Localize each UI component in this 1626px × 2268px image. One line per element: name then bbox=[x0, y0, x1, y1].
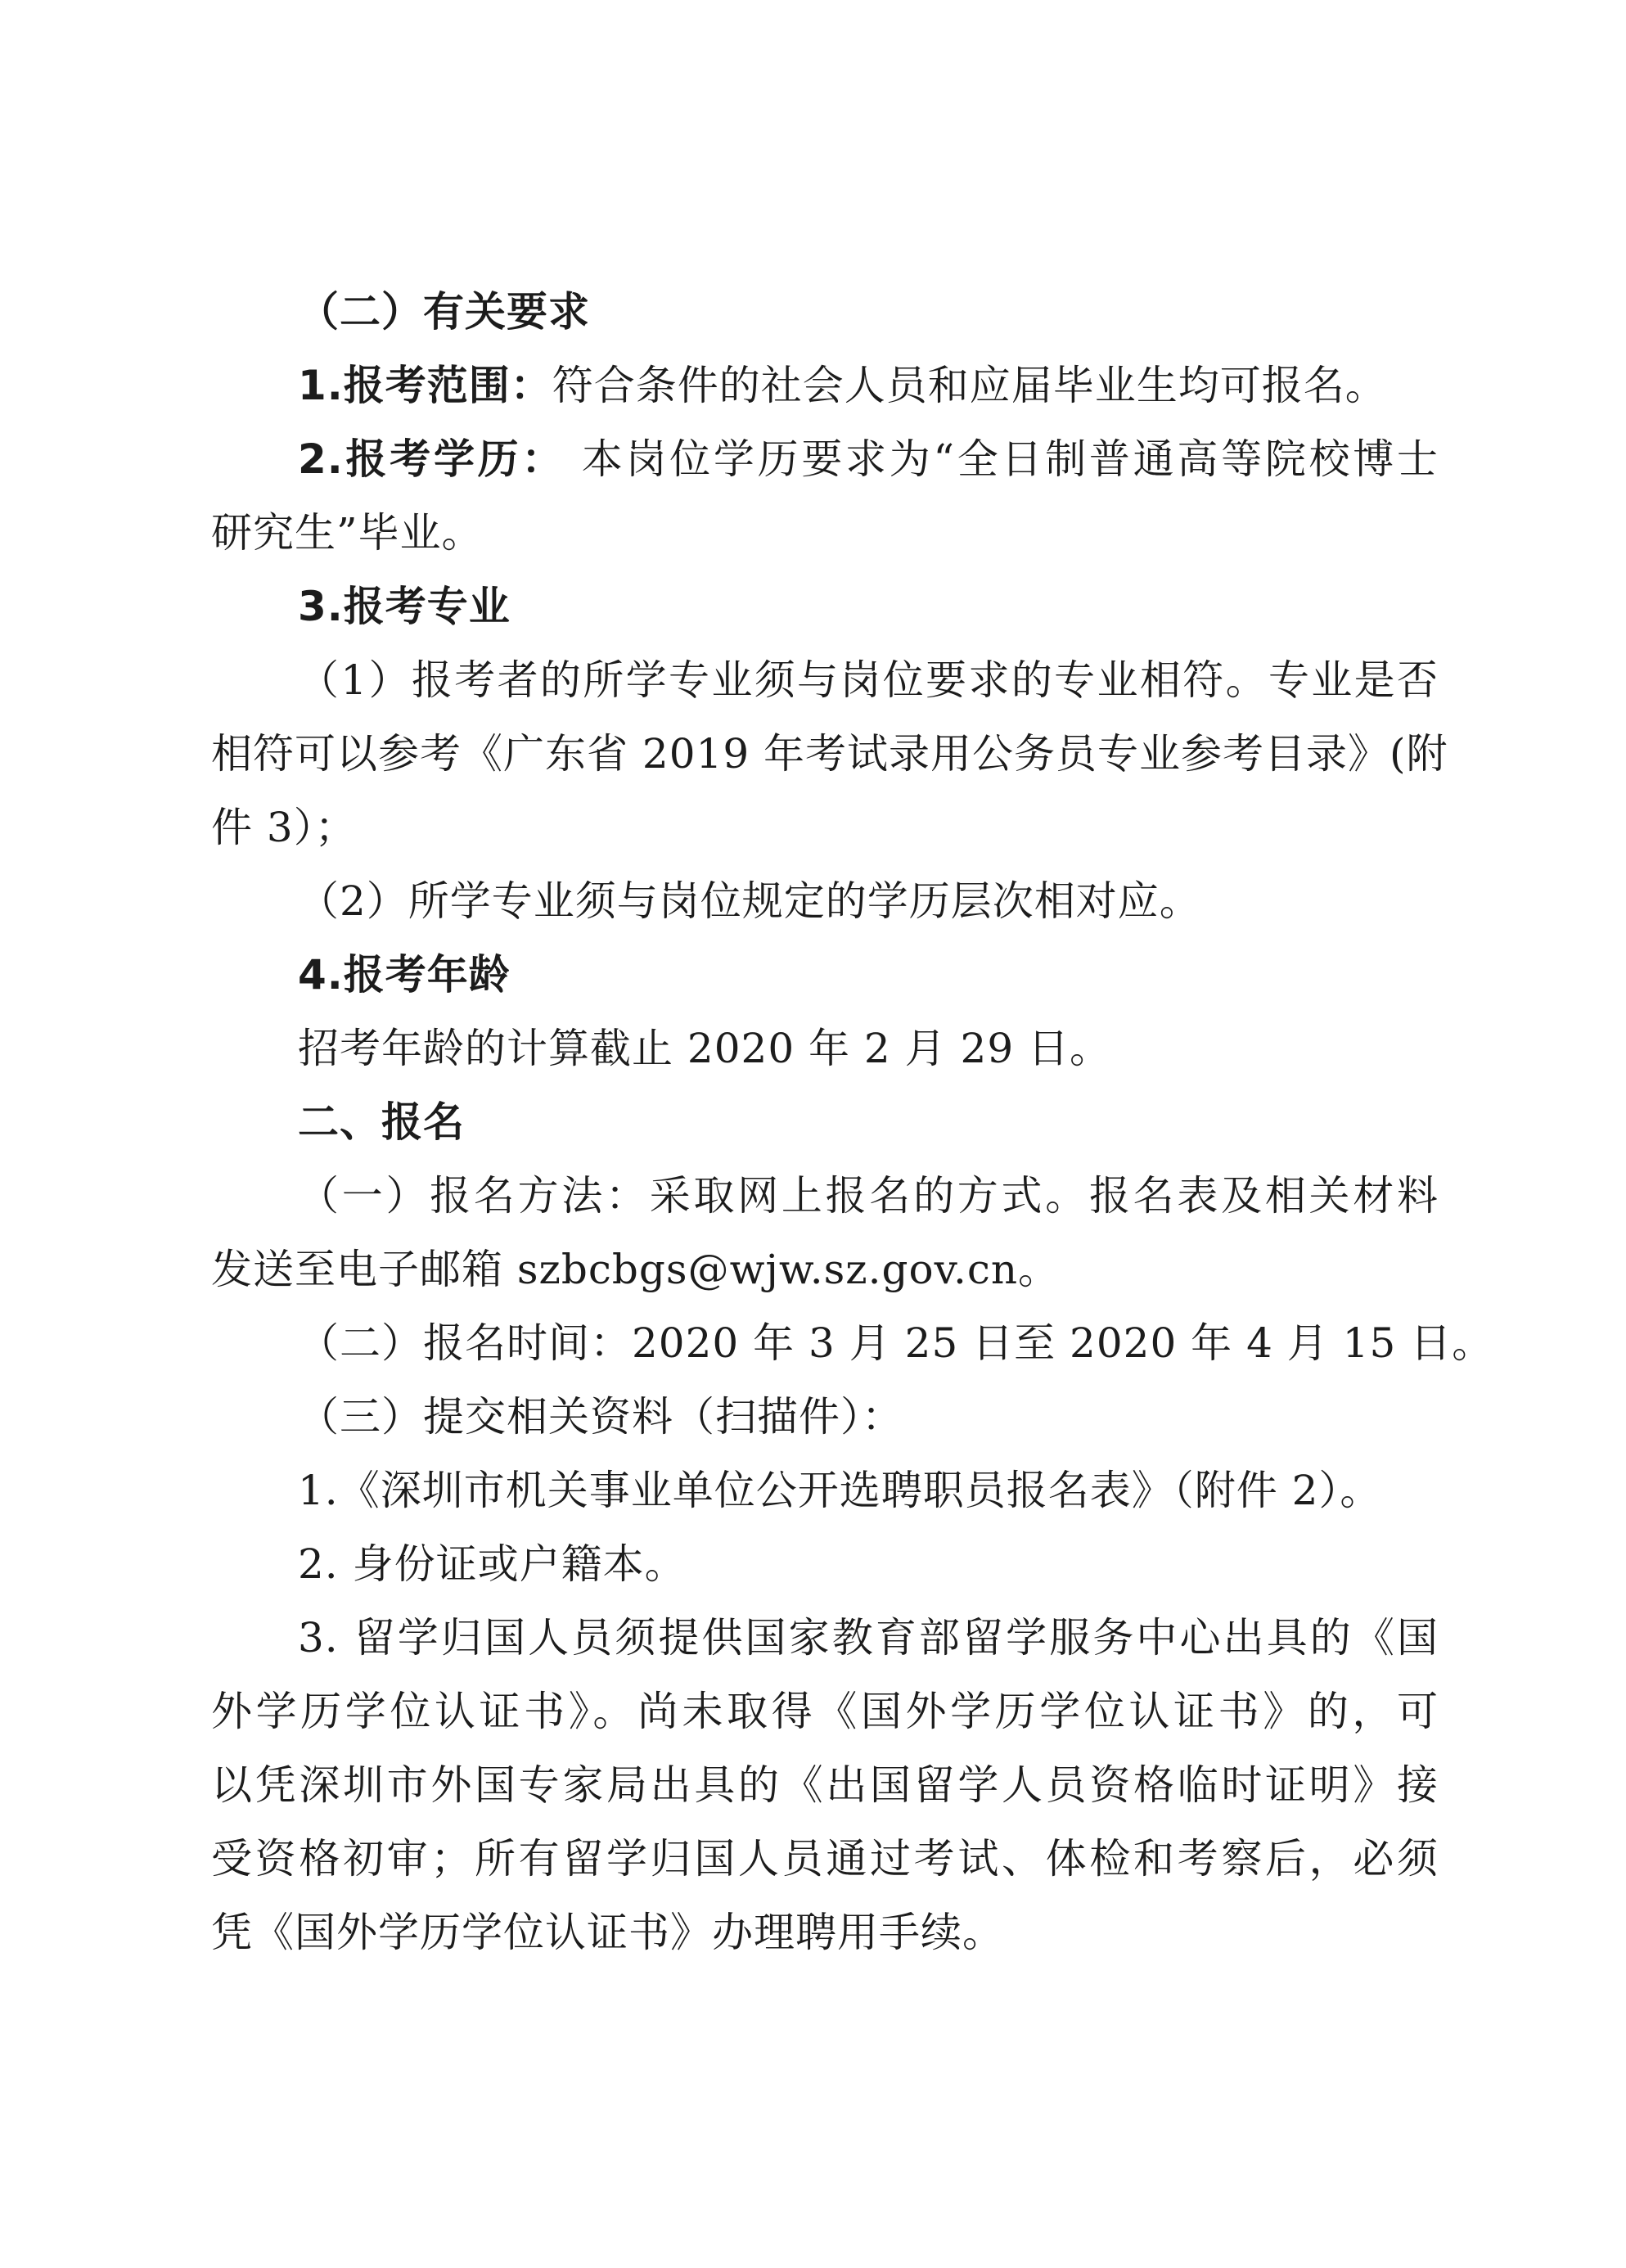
material-item-3-line2: 外学历学位认证书》。尚未取得《国外学历学位认证书》的，可 bbox=[211, 1688, 1439, 1735]
document-page bbox=[211, 275, 1494, 1969]
age-text: 招考年龄的计算截止 2020 年 2 月 29 日。 bbox=[298, 1025, 1112, 1072]
major-p1-line3: 件 3）； bbox=[211, 804, 357, 851]
education-label: 2.报考学历： bbox=[298, 435, 566, 483]
major-p1-line2: 相符可以参考《广东省 2019 年考试录用公务员专业参考目录》(附 bbox=[211, 730, 1448, 778]
material-item-3-line1: 3. 留学归国人员须提供国家教育部留学服务中心出具的《国 bbox=[298, 1614, 1439, 1662]
registration-method-line1: （一）报名方法：采取网上报名的方式。报名表及相关材料 bbox=[298, 1172, 1439, 1220]
section-heading-registration: 二、报名 bbox=[298, 1098, 465, 1146]
education-text-1: 本岗位学历要求为“全日制普通高等院校博士 bbox=[565, 435, 1439, 483]
scope-label: 1.报考范围： bbox=[298, 362, 552, 409]
major-heading: 3.报考专业 bbox=[298, 583, 511, 630]
paragraph-scope bbox=[211, 349, 1439, 422]
materials-heading: （三）提交相关资料（扫描件）： bbox=[298, 1393, 903, 1441]
registration-method-line2: 发送至电子邮箱 szbcbgs@wjw.sz.gov.cn。 bbox=[211, 1246, 1061, 1293]
material-item-1: 1.《深圳市机关事业单位公开选聘职员报名表》（附件 2）。 bbox=[298, 1467, 1382, 1514]
age-heading: 4.报考年龄 bbox=[298, 951, 511, 999]
section-heading-requirements: （二）有关要求 bbox=[298, 288, 590, 336]
material-item-3-line4: 受资格初审；所有留学归国人员通过考试、体检和考察后，必须 bbox=[211, 1835, 1439, 1882]
major-p1-line1: （1）报考者的所学专业须与岗位要求的专业相符。专业是否 bbox=[298, 656, 1439, 704]
paragraph-education-line1 bbox=[211, 422, 1439, 496]
registration-time: （二）报名时间：2020 年 3 月 25 日至 2020 年 4 月 15 日。 bbox=[298, 1319, 1494, 1367]
material-item-3-line3: 以凭深圳市外国专家局出具的《出国留学人员资格临时证明》接 bbox=[211, 1761, 1439, 1809]
material-item-2: 2. 身份证或户籍本。 bbox=[298, 1540, 687, 1588]
major-p2: （2）所学专业须与岗位规定的学历层次相对应。 bbox=[298, 877, 1201, 925]
material-item-3-line5: 凭《国外学历学位认证书》办理聘用手续。 bbox=[211, 1909, 1004, 1956]
paragraph-education-line2: 研究生”毕业。 bbox=[211, 509, 484, 557]
scope-text: 符合条件的社会人员和应届毕业生均可报名。 bbox=[552, 362, 1387, 409]
